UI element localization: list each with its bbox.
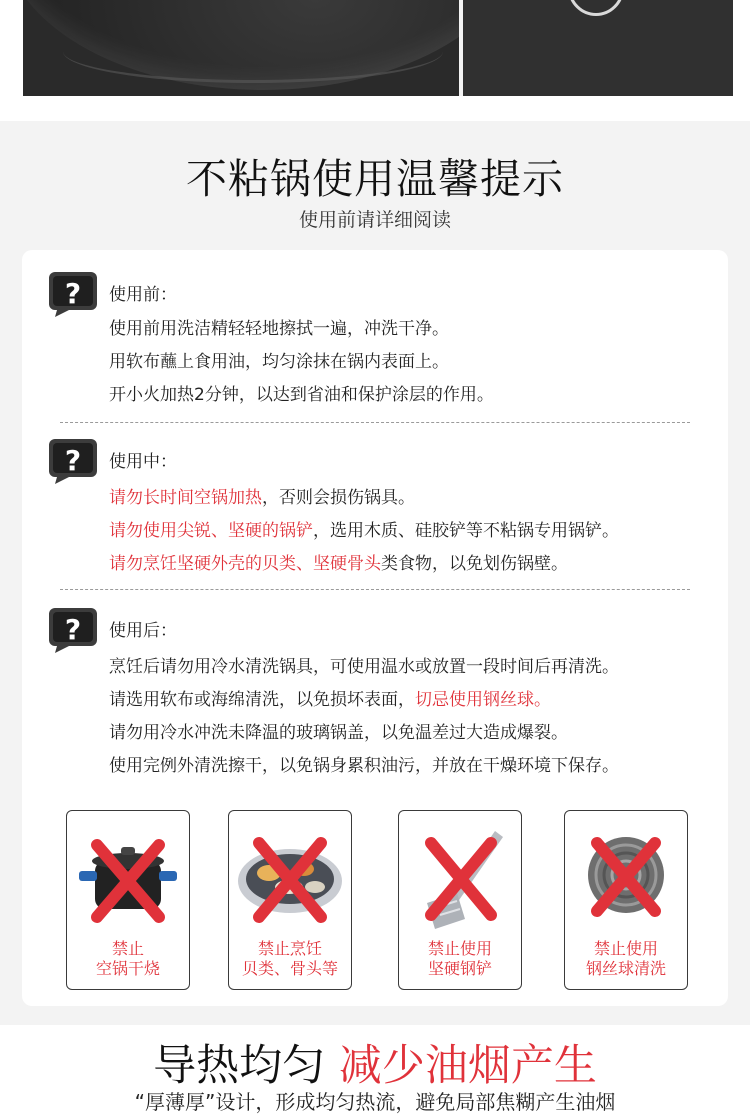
question-icon	[47, 606, 99, 654]
question-icon	[47, 270, 99, 318]
page-subtitle: 使用前请详细阅读	[298, 209, 451, 231]
tip-line	[109, 652, 619, 677]
prohibition-label: 贝类、骨头等	[241, 959, 338, 978]
prohibition-label: 禁止使用	[427, 939, 492, 958]
tip-text: 烹饪后请勿用冷水清洗锅具，可使用温水或放置一段时间后再清洗。	[109, 657, 619, 677]
product-photo-strip	[23, 0, 733, 96]
section-heading: 使用中：	[109, 452, 177, 472]
tip-text: 使用前用洗洁精轻轻地擦拭一遍，冲洗干净。	[109, 319, 449, 339]
feature-title-red: 减少油烟产生	[338, 1041, 597, 1091]
tip-text: 请选用软布或海绵清洗，以免损坏表面，	[109, 690, 415, 710]
prohibition-card	[564, 810, 688, 990]
tip-line	[109, 549, 568, 574]
divider	[60, 422, 690, 423]
tip-line	[109, 347, 449, 372]
prohibition-card	[228, 810, 352, 990]
prohibition-label: 禁止烹饪	[257, 939, 322, 958]
tip-text-warning: 请勿使用尖锐、坚硬的锅铲	[109, 521, 313, 541]
tip-line	[109, 751, 619, 776]
tip-text-warning: 请勿烹饪坚硬外壳的贝类、坚硬骨头	[109, 554, 381, 574]
svg-text:?: ?	[64, 444, 82, 477]
tip-line	[109, 718, 568, 743]
tip-text: 开小火加热2分钟，以达到省油和保护涂层的作用。	[109, 385, 494, 405]
prohibition-label: 坚硬钢铲	[427, 959, 492, 978]
feature-subtitle: “厚薄厚”设计，形成均匀热流，避免局部焦糊产生油烟	[134, 1090, 616, 1114]
divider	[60, 589, 690, 590]
section-heading: 使用后：	[109, 621, 177, 641]
prohibition-label: 空锅干烧	[95, 959, 160, 978]
svg-text:?: ?	[64, 277, 82, 310]
tip-line	[109, 685, 551, 710]
pot-icon	[67, 825, 189, 935]
seafood-plate-icon	[229, 825, 351, 935]
page-title: 不粘锅使用温馨提示	[186, 155, 564, 203]
prohibition-card	[398, 810, 522, 990]
tips-card	[22, 250, 728, 1006]
steel-wool-icon	[565, 825, 687, 935]
feature-title	[0, 1032, 750, 1093]
tip-text: 请勿用冷水冲洗未降温的玻璃锅盖，以免温差过大造成爆裂。	[109, 723, 568, 743]
tip-text: ，否则会损伤锅具。	[262, 488, 415, 508]
tip-line	[109, 380, 494, 405]
prohibition-label: 禁止	[111, 939, 144, 958]
question-icon	[47, 437, 99, 485]
prohibition-label: 钢丝球清洗	[585, 959, 666, 978]
tip-text: 类食物，以免划伤锅壁。	[381, 554, 568, 574]
pan-detail-photo	[463, 0, 733, 96]
prohibition-row	[22, 806, 728, 996]
section-heading: 使用前：	[109, 285, 177, 305]
prohibition-label: 禁止使用	[593, 939, 658, 958]
tip-text: 使用完例外清洗擦干，以免锅身累积油污，并放在干燥环境下保存。	[109, 756, 619, 776]
prohibition-card	[66, 810, 190, 990]
tip-text: 用软布蘸上食用油，均匀涂抹在锅内表面上。	[109, 352, 449, 372]
tip-line	[109, 314, 449, 339]
tip-line	[109, 516, 619, 541]
tip-text-warning: 切忌使用钢丝球。	[415, 690, 551, 710]
svg-text:?: ?	[64, 613, 82, 646]
spatula-icon	[399, 825, 521, 935]
tip-line	[109, 483, 415, 508]
tip-text-warning: 请勿长时间空锅加热	[109, 488, 262, 508]
feature-title-black: 导热均匀	[153, 1041, 326, 1091]
tip-text: ，选用木质、硅胶铲等不粘锅专用锅铲。	[313, 521, 619, 541]
